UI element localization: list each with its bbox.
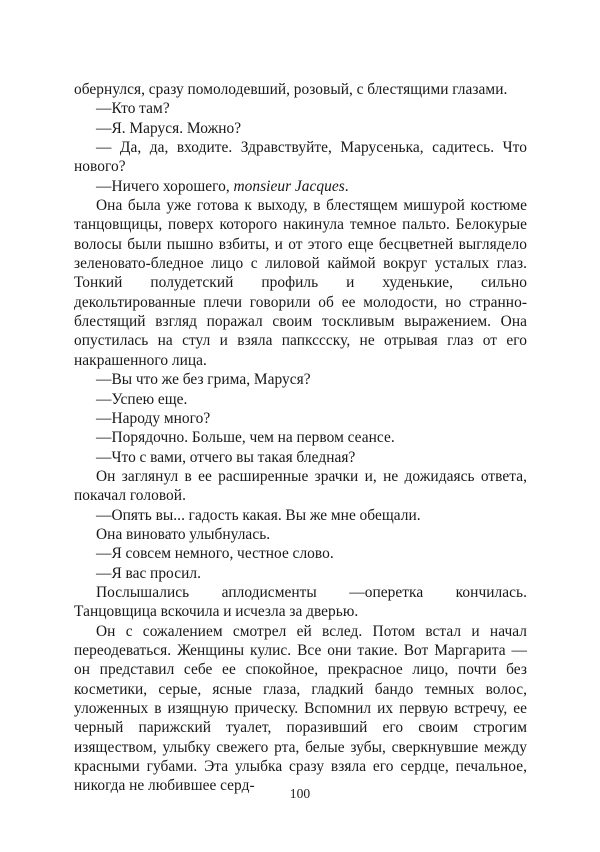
dialogue-text-after: .	[344, 177, 349, 195]
text-column	[74, 80, 527, 796]
dialogue-line: —Народу много?	[96, 409, 211, 427]
dialogue-line: —Я вас просил.	[96, 564, 201, 582]
paragraph-narration: Он с сожалением смотрел ей вслед. Потом встал и начал переодеваться. Женщины кулис. Все они такие. Вот Маргарита — он представил себе ее спокойное, прекрасное лицо, почти без косметики, серые, ясные глаза, гладкий бандо темных волос, уложенных в изящную прическу. Вспомнил их первую встречу, ее черный парижский туалет, поразивший его своим строгим изяществом, улыбку свежего рта, белые зубы, сверкнувшие между красными губами. Эта улыбка сразу взяла его сердце, печальное, никогда не любившее серд-	[74, 622, 527, 795]
dialogue-line: —Опять вы... гадость какая. Вы же мне обещали.	[96, 506, 421, 524]
dialogue-line: —Что с вами, отчего вы такая бледная?	[96, 448, 356, 466]
dialogue-line: —Я совсем немного, честное слово.	[96, 545, 334, 563]
dialogue-line: —Порядочно. Больше, чем на первом сеансе.	[96, 429, 395, 447]
dialogue-line: —Успею еще.	[96, 390, 188, 408]
dialogue-line-with-italic	[74, 177, 527, 196]
dialogue-line: —Кто там?	[96, 100, 170, 118]
paragraph-narration: Он заглянул в ее расширенные зрачки и, не дожидаясь ответа, покачал головой.	[74, 467, 527, 505]
dialogue-line: —Вы что же без грима, Маруся?	[96, 371, 311, 389]
dialogue-line: —Я. Маруся. Можно?	[96, 119, 242, 137]
dialogue-line: — Да, да, входите. Здравствуйте, Марусенька, садитесь. Что нового?	[74, 139, 527, 176]
paragraph-description: Она была уже готова к выходу, в блестящем мишурой костюме танцовщицы, поверх которого накинула темное пальто. Белокурые волосы были пышно взбиты, и от этого еще бесцветней выглядело зеленовато-бледное лицо с лиловой каймой вокруг усталых глаз. Тонкий полудетский профиль и худенькие, сильно декольтированные плечи говорили об ее молодости, но странно-блестящий взгляд поражал своим тоскливым выражением. Она опустилась на стул и взяла папкссску, не отрывая глаз от его накрашенного лица.	[74, 197, 527, 369]
dialogue-text-before: —Ничего хорошего,	[96, 177, 234, 195]
paragraph-narration: Она виновато улыбнулась.	[96, 525, 271, 543]
page-number: 100	[289, 786, 311, 801]
paragraph-continuation: обернулся, сразу помолодевший, розовый, с блестящими глазами.	[74, 81, 508, 98]
paragraph-narration: Послышались аплодисменты —оперетка кончилась. Танцовщица вскочила и исчезла за дверью.	[74, 583, 527, 621]
italic-phrase: monsieur Jacques	[233, 177, 345, 195]
